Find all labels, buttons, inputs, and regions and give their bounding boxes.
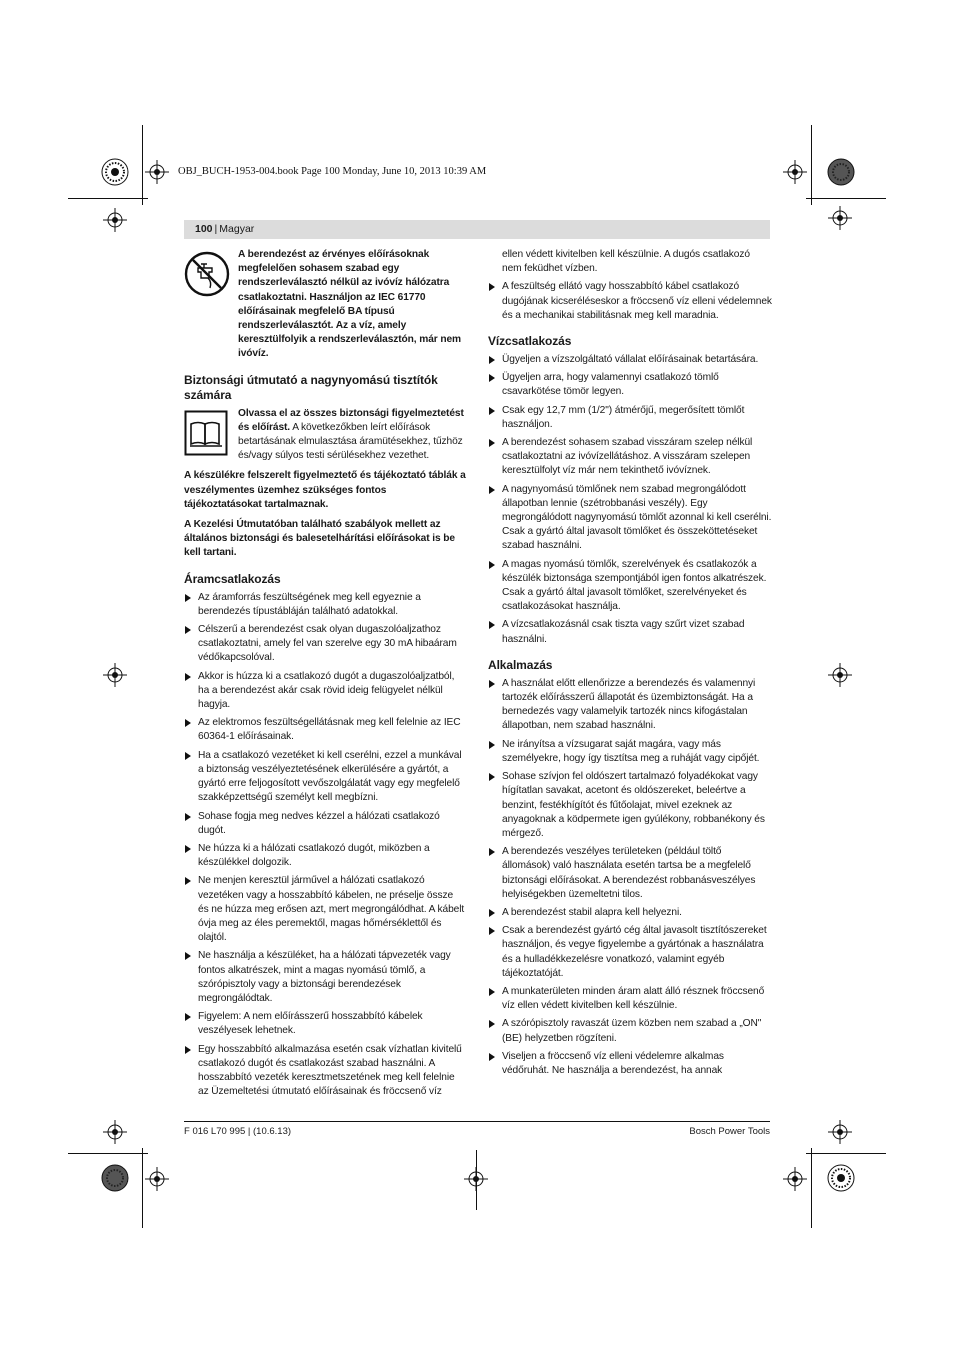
list-item: Ne húzza ki a hálózati csatlakozó dugót, miközben a készülékkel dolgozik. bbox=[184, 842, 466, 870]
read-manual-rest: A következőkben leírt előírások betartásának elmulasztása áramütésekhez, tűzhöz és/vagy súlyos testi sérülésekhez vezethet. bbox=[238, 421, 463, 462]
crop-line bbox=[142, 125, 143, 205]
list-item: Az elektromos feszültségellátásnak meg kell felelnie az IEC 60364-1 előírásainak. bbox=[184, 716, 466, 744]
list-item: A berendezést stabil alapra kell helyezni. bbox=[488, 906, 772, 920]
list-item: Csak a berendezést gyártó cég által javasolt tisztítószereket használjon, és vegye figyelembe a gyártónak a használatra és a hulladékkezelésre vonatkozó, valamint egyéb tájékoztatóját. bbox=[488, 924, 772, 981]
crosshair-mark-icon bbox=[103, 1120, 127, 1144]
safety-heading: Biztonsági útmutató a nagynyomású tisztítók számára bbox=[184, 372, 438, 402]
list-item: A nagynyomású tömlőnek nem szabad megrongálódott állapotban lennie (szétrobbanási veszély). Egy megrongálódott nagynyomású tömlőt azonnal ki kell cserélni. Csak a gyártó által javasolt tömlőket és összeköttetéseket szabad használni. bbox=[488, 483, 772, 554]
crop-line bbox=[806, 198, 886, 199]
crop-line bbox=[142, 1148, 143, 1228]
water-list bbox=[488, 353, 772, 647]
list-item: A berendezést sohasem szabad visszáram szelep nélkül csatlakoztatni az ivóvízellátáshoz. A visszáram szelepen keresztülfolyt víz már nem tekinthető ivóvíznek. bbox=[488, 436, 772, 479]
crosshair-mark-icon bbox=[828, 206, 852, 230]
backflow-warning-text: A berendezést az érvényes előírásoknak megfelelően sohasem szabad egy rendszerleválasztó nélkül az ivóvíz hálózatra csatlakoztatni. Használjon az IEC 61770 előírásainak megfelelő BA típusú rendszerleválasztót. Az a víz, amely keresztülfolyik a rendszerleválasztón, már nem ivóvíz. bbox=[238, 249, 462, 360]
water-heading: Vízcsatlakozás bbox=[488, 334, 572, 349]
read-manual-bold: Olvassa el az összes biztonsági figyelmeztetést és előírást. bbox=[238, 407, 464, 433]
crosshair-mark-icon bbox=[103, 208, 127, 232]
crop-line bbox=[68, 198, 148, 199]
crop-line bbox=[811, 125, 812, 205]
list-item: A feszültség ellátó vagy hosszabbító kábel csatlakozó dugójának kicseréléseskor a fröccsenő víz elleni védelemnek és a mechanikai stabilitásnak meg kell maradnia. bbox=[488, 280, 772, 323]
list-item: Egy hosszabbító alkalmazása esetén csak vízhatlan kivitelű csatlakozó dugót és csatlakozást szabad használni. A hosszabbító vezeték keresztmetszetének meg kell felelnie az Üzemeltetési útmutató előírásainak és fröccsenő víz bbox=[184, 1043, 466, 1100]
header-language: Magyar bbox=[219, 223, 255, 235]
list-item: Figyelem: A nem előírásszerű hosszabbító kábelek veszélyesek lehetnek. bbox=[184, 1010, 466, 1038]
list-item: Ha a csatlakozó vezetéket ki kell cserélni, ezzel a munkával a biztonság veszélyeztetésének elkerülésére a gyártót, a gyártó erre feljogosított vevőszolgálatát vagy egy megfelelő szakképzettségű személyt kell megbízni. bbox=[184, 749, 466, 806]
crop-line bbox=[476, 1150, 477, 1210]
list-item: Sohase szívjon fel oldószert tartalmazó folyadékokat vagy hígítatlan savakat, acetont és oldószereket, beleértve a benzint, festékhígítót és fűtőolajat, mivel ezeknek az anyagoknak a ködpermete igen gyúlékony, robbanékony és mérgező. bbox=[488, 770, 772, 841]
list-item: A szórópisztoly ravaszát üzem közben nem szabad a „ON" (BE) helyzetben rögzíteni. bbox=[488, 1017, 772, 1045]
no-tap-connection-icon bbox=[184, 251, 230, 297]
crosshair-mark-icon bbox=[145, 1167, 169, 1191]
crosshair-mark-icon bbox=[783, 160, 807, 184]
registration-mark-icon bbox=[826, 157, 856, 187]
manual-note: A Kezelési Útmutatóban található szabályok mellett az általános biztonsági és balesetelhárítási előírásokat is be kell tartani. bbox=[184, 519, 455, 559]
print-mark-line: OBJ_BUCH-1953-004.book Page 100 Monday, June 10, 2013 10:39 AM bbox=[178, 166, 487, 177]
crosshair-mark-icon bbox=[828, 663, 852, 687]
crop-line bbox=[806, 1153, 886, 1154]
list-item-continued: ellen védett kivitelben kell készülnie. A dugós csatlakozó nem feküdhet vízben. bbox=[502, 249, 750, 275]
power-continued-list bbox=[488, 248, 772, 323]
list-item: Ügyeljen arra, hogy valamennyi csatlakozó tömlő csavarkötése tömör legyen. bbox=[488, 371, 772, 399]
crosshair-mark-icon bbox=[145, 160, 169, 184]
read-manual-notice bbox=[184, 407, 466, 464]
registration-mark-icon bbox=[826, 1163, 856, 1193]
list-item: A használat előtt ellenőrizze a berendezés és valamennyi tartozék előírásszerű állapotát és üzembiztonságát. Ha a bernedezés vagy valamelyik tartozék nincs kifogástalan állapotban, nem szabad használni. bbox=[488, 677, 772, 734]
crop-line bbox=[68, 1153, 148, 1154]
backflow-warning bbox=[184, 248, 466, 362]
footer-brand: Bosch Power Tools bbox=[689, 1126, 770, 1137]
left-column bbox=[184, 248, 466, 1103]
page-header bbox=[184, 220, 770, 239]
usage-list bbox=[488, 677, 772, 1078]
list-item: A munkaterületen minden áram alatt álló résznek fröccsenő víz ellen védett kivitelben kell készülnie. bbox=[488, 985, 772, 1013]
read-manual-icon bbox=[184, 410, 228, 456]
list-item: A vízcsatlakozásnál csak tiszta vagy szűrt vizet szabad használni. bbox=[488, 618, 772, 646]
power-heading: Áramcsatlakozás bbox=[184, 571, 281, 586]
list-item: Ne irányítsa a vízsugarat saját magára, vagy más személyekre, hogy így tisztítsa meg a ruháját vagy cipőjét. bbox=[488, 738, 772, 766]
list-item: Viseljen a fröccsenő víz elleni védelemre alkalmas védőruhát. Ne használja a berendezést, ha annak bbox=[488, 1050, 772, 1078]
list-item: Akkor is húzza ki a csatlakozó dugót a dugaszolóaljzatból, ha a berendezést akár csak rövid ideig felügyelet nélkül hagyja. bbox=[184, 670, 466, 713]
footer-rule bbox=[184, 1121, 770, 1122]
crosshair-mark-icon bbox=[103, 663, 127, 687]
footer-doc-code: F 016 L70 995 | (10.6.13) bbox=[184, 1126, 292, 1137]
right-column bbox=[488, 248, 772, 1082]
list-item: Sohase fogja meg nedves kézzel a hálózati csatlakozó dugót. bbox=[184, 810, 466, 838]
power-list bbox=[184, 591, 466, 1100]
list-item: Célszerű a berendezést csak olyan dugaszolóaljzathoz csatlakoztatni, amely fel van szerelve egy 30 mA hibaáram védőkapcsolóval. bbox=[184, 623, 466, 666]
crosshair-mark-icon bbox=[828, 1120, 852, 1144]
registration-mark-icon bbox=[100, 157, 130, 187]
list-item: Az áramforrás feszültségének meg kell egyeznie a berendezés típustábláján található adatokkal. bbox=[184, 591, 466, 619]
list-item: Ne használja a készüléket, ha a hálózati tápvezeték vagy fontos alkatrészek, mint a magas nyomású tömlő, a szórópisztoly vagy a biztonsági berendezések megrongálódtak. bbox=[184, 949, 466, 1006]
list-item: A berendezés veszélyes területeken (például töltő állomások) való használata esetén tartsa be a megfelelő biztonsági előírásokat. A berendezést robbanásveszélyes helyiségekben üzemeltetni tilos. bbox=[488, 845, 772, 902]
header-separator: | bbox=[214, 223, 218, 235]
list-item: Csak egy 12,7 mm (1/2") átmérőjű, megerősített tömlőt használjon. bbox=[488, 404, 772, 432]
labels-note: A készülékre felszerelt figyelmeztető és tájékoztató táblák a veszélymentes üzemhez szükséges fontos tájékoztatásokat tartalmaznak. bbox=[184, 470, 466, 510]
page-number: 100 bbox=[195, 223, 213, 235]
list-item: Ne menjen keresztül járművel a hálózati csatlakozó vezetéken vagy a hosszabbító kábelen, ne préselje össze és ne húzza meg erősen azt, mert megrongálódhat. A kábelt óvja meg az éles peremektől, magas hőmérséklettől és olajtól. bbox=[184, 874, 466, 945]
list-item: Ügyeljen a vízszolgáltató vállalat előírásainak betartására. bbox=[488, 353, 772, 367]
crop-line bbox=[811, 1148, 812, 1228]
registration-mark-icon bbox=[100, 1163, 130, 1193]
usage-heading: Alkalmazás bbox=[488, 657, 553, 672]
list-item: A magas nyomású tömlők, szerelvények és csatlakozók a készülék biztonsága szempontjából igen fontos alkatrészek. Csak a gyártó által javasolt tömlőket, szerelvényeket és csatlakozásokat használja. bbox=[488, 558, 772, 615]
crosshair-mark-icon bbox=[783, 1167, 807, 1191]
